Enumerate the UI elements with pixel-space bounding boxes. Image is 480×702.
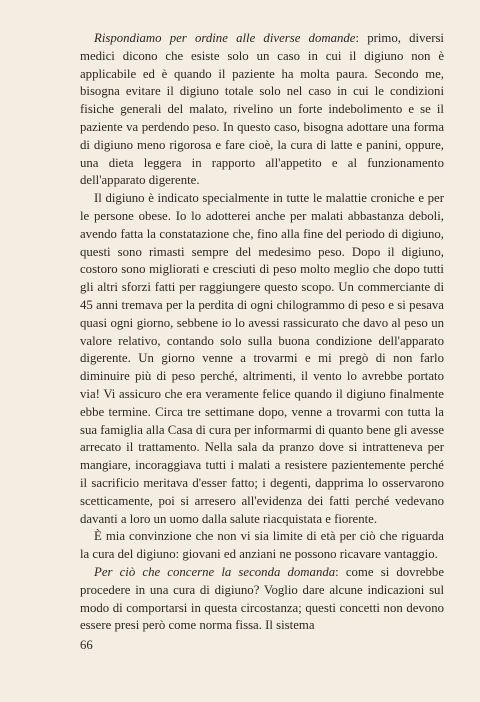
paragraph-1 xyxy=(80,30,444,190)
paragraph-3 xyxy=(80,528,444,564)
paragraph-2 xyxy=(80,190,444,528)
paragraph-4 xyxy=(80,564,444,635)
paragraph-2-text: Il digiuno è indicato specialmente in tutte le malattie croniche e per le persone obese. Io lo adotterei anche per malati abbastanza deboli, avendo fatta la constatazione che, fino alla fine del periodo di digiuno, questi sono rimasti sempre del medesimo peso. Dopo il digiuno, costoro sono migliorati e cresciuti di peso molto meglio che dopo tutti gli altri sforzi fatti per raggiungere questo scopo. Un commerciante di 45 anni tremava per la perdita di ogni chilogrammo di peso e si pesava quasi ogni giorno, sebbene io lo avessi rassicurato che davo al peso un valore relativo, contando solo sulla buona condizione dell'apparato digerente. Un giorno venne a trovarmi e mi pregò di non farlo diminuire più di peso perché, altrimenti, il vento lo avrebbe portato via! Vi assicuro che era veramente felice quando il digiuno finalmente ebbe termine. Circa tre settimane dopo, venne a trovarmi con tutta la sua famiglia alla Casa di cura per informarmi di quanto bene gli avesse arrecato il trattamento. Nella sala da pranzo dove si intratteneva per mangiare, incoraggiava tutti i malati a resistere pazientemente perché il sacrificio meritava d'esser fatto; i degenti, dapprima lo osservarono scetticamente, poi si arresero all'evidenza dei fatti perché vedevano davanti a loro un uomo dalla salute riacquistata e fiorente. xyxy=(80,191,444,526)
paragraph-1-lead: Rispondiamo per ordine alle diverse domande xyxy=(94,31,356,45)
paragraph-4-lead: Per ciò che concerne la seconda domanda xyxy=(94,564,336,579)
body-text xyxy=(80,30,444,635)
paragraph-3-text: È mia convinzione che non vi sia limite di età per ciò che riguarda la cura del digiuno: giovani ed anziani ne possono ricavare vantaggio. xyxy=(80,529,444,562)
paragraph-4-text: : come si dovrebbe procedere in una cura di digiuno? Voglio dare alcune indicazioni sul modo di comportarsi in questa circostanza; questi concetti non devono essere presi però come norma fissa. Il sistema xyxy=(80,564,445,633)
page-number: 66 xyxy=(80,638,93,652)
paragraph-1-text: : primo, diversi medici dicono che esiste solo un caso in cui il digiuno non è applicabile ed è quando il paziente ha molta paura. Secondo me, bisogna evitare il digiuno totale solo nel caso in cui le condizioni fisiche generali del malato, rivelino un forte indebolimento e se il paziente va perdendo peso. In questo caso, bisogna adottare una forma di digiuno meno rigorosa e fare cioè, la cura di latte e panini, oppure, una dieta leggera in rapporto all'appetito e al funzionamento dell'apparato digerente. xyxy=(80,31,444,188)
